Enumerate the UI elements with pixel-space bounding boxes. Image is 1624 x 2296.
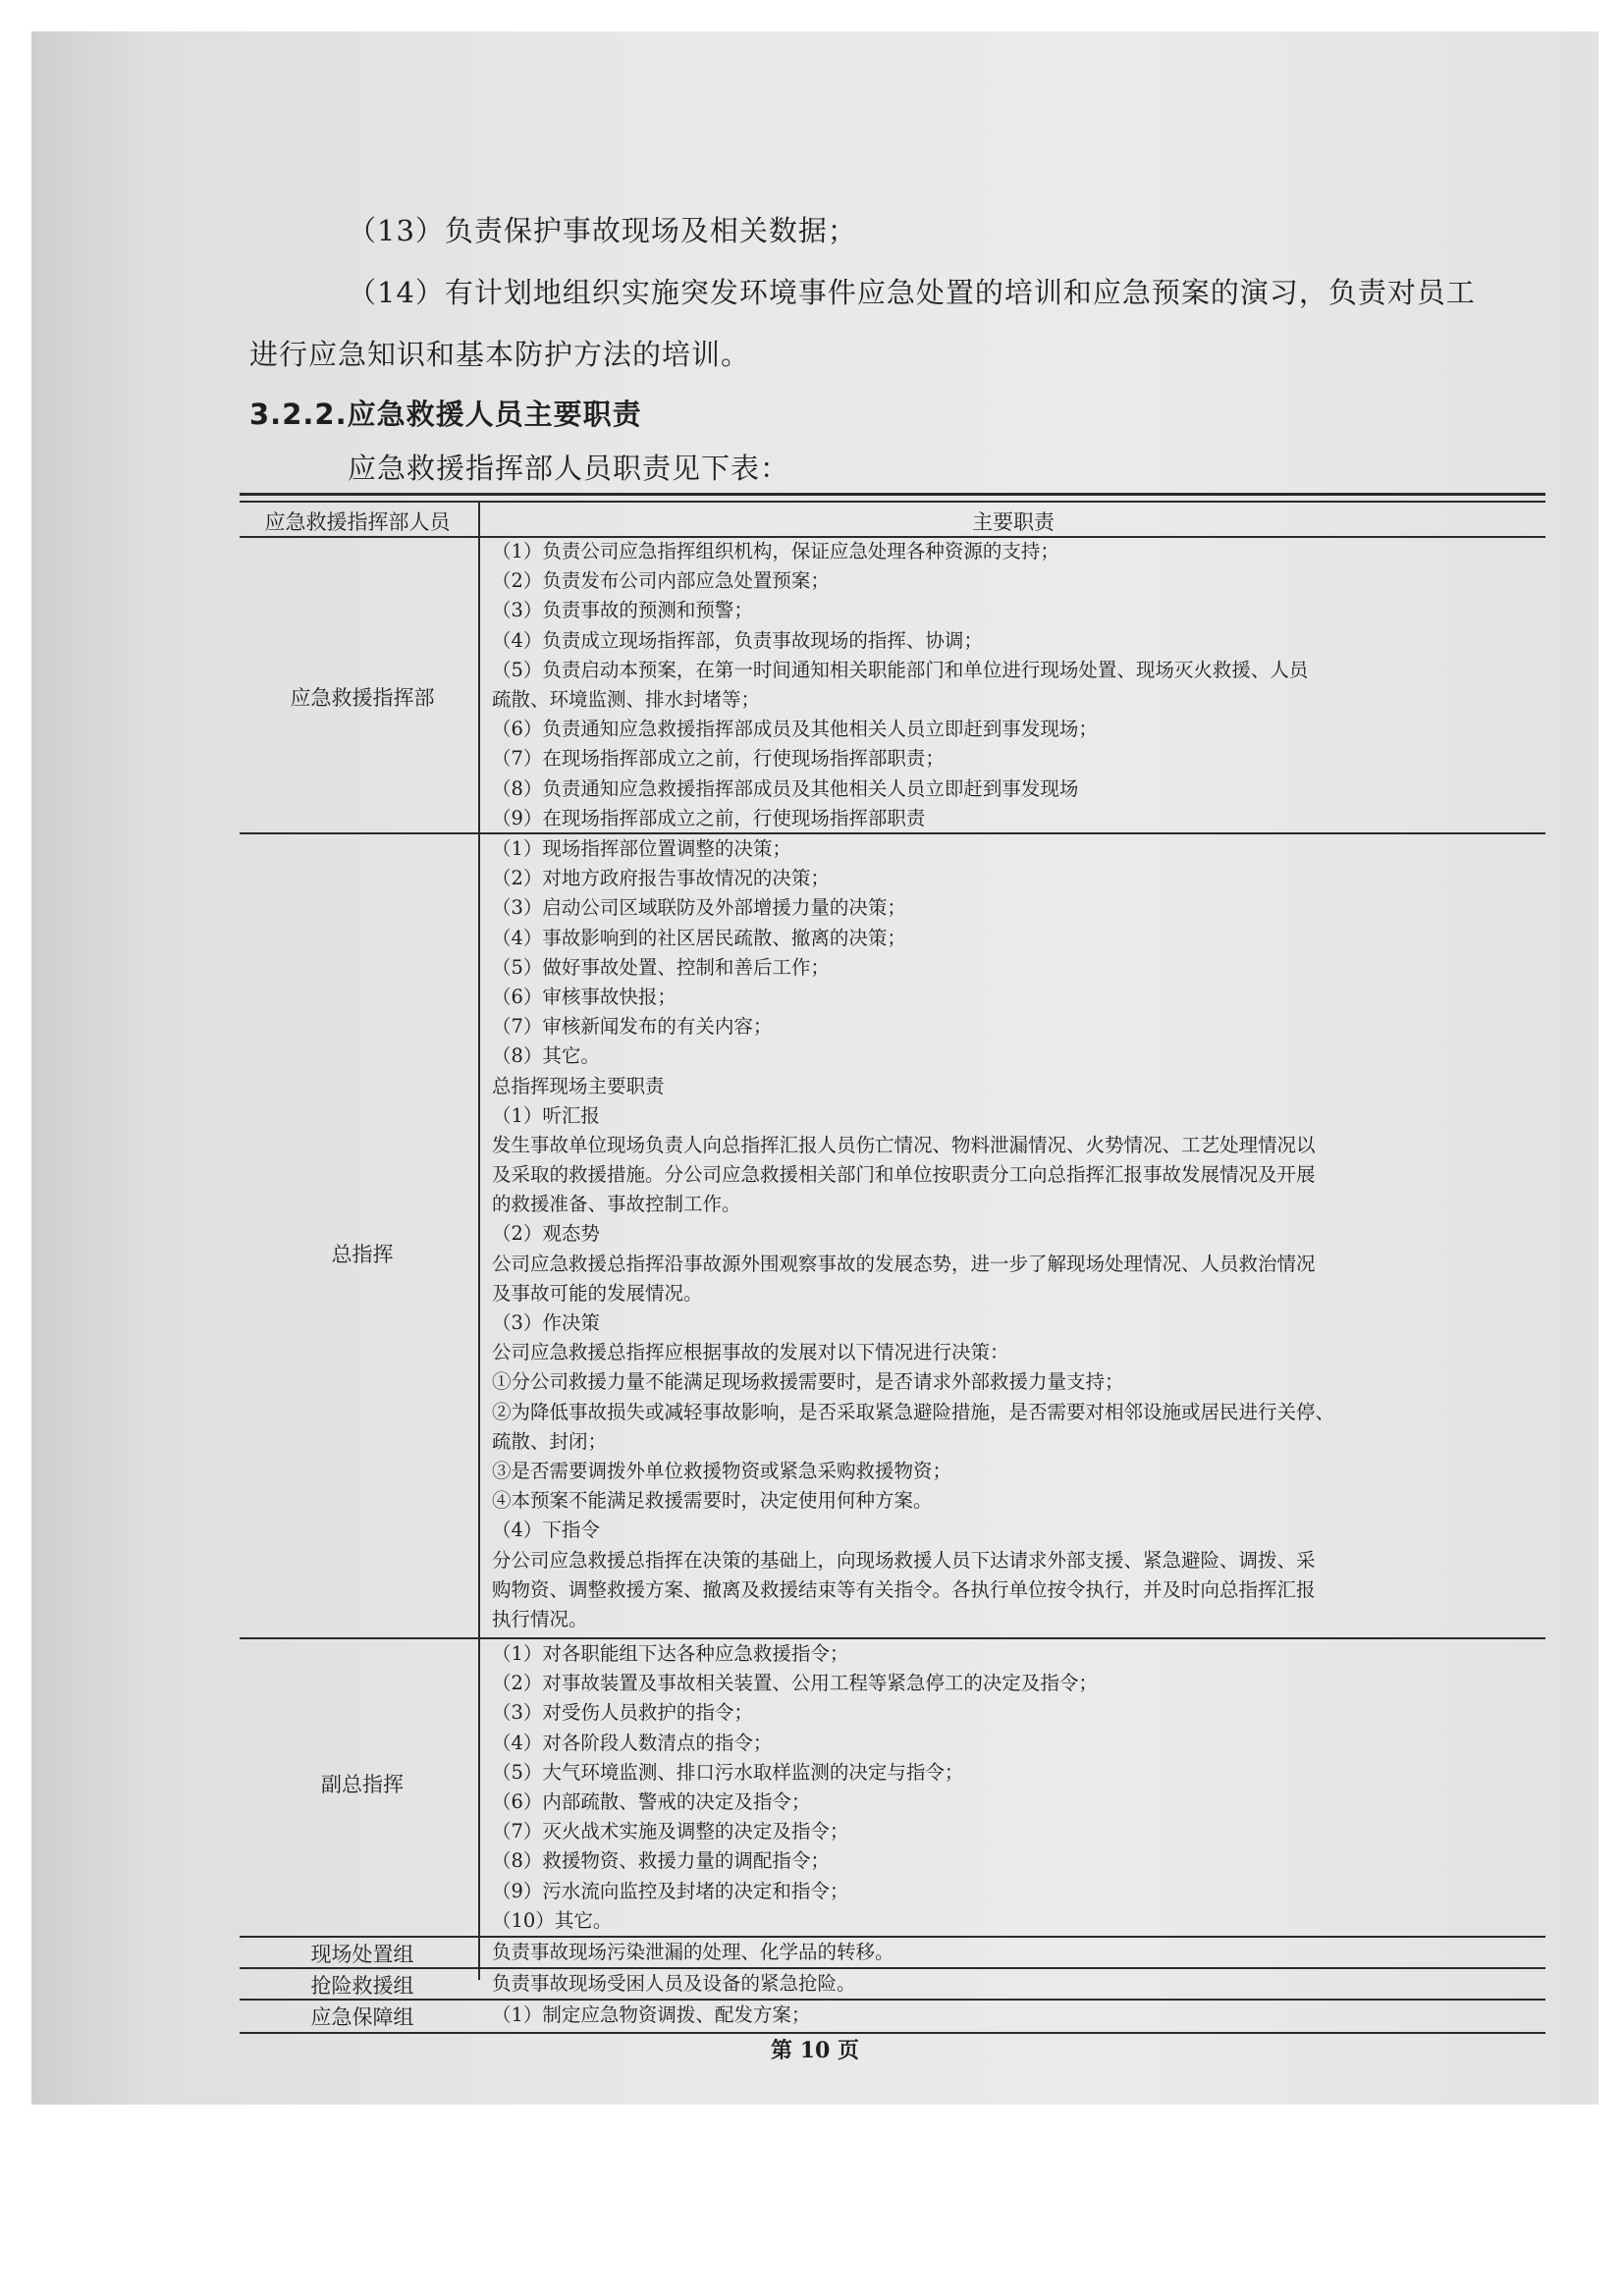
table-header-personnel: 应急救援指挥部人员 [264, 510, 451, 534]
duty-line: （6）负责通知应急救援指挥部成员及其他相关人员立即赶到事发现场； [492, 718, 1098, 741]
section-heading: 3.2.2.应急救援人员主要职责 [249, 398, 642, 431]
duty-line: （3）作决策 [492, 1311, 600, 1334]
duty-line: 负责事故现场污染泄漏的处理、化学品的转移。 [492, 1941, 894, 1963]
duty-line: （1）负责公司应急指挥组织机构，保证应急处理各种资源的支持； [492, 540, 1059, 562]
duty-line: 公司应急救援总指挥沿事故源外围观察事故的发展态势，进一步了解现场处理情况、人员救治情况 [492, 1252, 1316, 1275]
row-name-onsite-disposal-team: 现场处置组 [310, 1943, 414, 1966]
duty-line: （9）在现场指挥部成立之前，行使现场指挥部职责 [492, 806, 926, 829]
duty-line: （3）启动公司区域联防及外部增援力量的决策； [492, 896, 906, 920]
row-duties-support-team [492, 2001, 810, 2030]
duty-line: （9）污水流向监控及封堵的决定和指令； [492, 1879, 849, 1902]
scanned-page-background [31, 31, 1598, 2105]
duty-line: 执行情况。 [492, 1607, 588, 1630]
paragraph-item-13: （13）负责保护事故现场及相关数据； [348, 214, 857, 247]
duty-line: （5）负责启动本预案，在第一时间通知相关职能部门和单位进行现场处置、现场灭火救援、人员 [492, 658, 1309, 681]
duty-line: ①分公司救援力量不能满足现场救援需要时，是否请求外部救援力量支持； [492, 1370, 1124, 1394]
duty-line: （8）救援物资、救援力量的调配指令； [492, 1849, 830, 1873]
duty-line: （3）负责事故的预测和预警； [492, 599, 753, 622]
row-duties-command-center [492, 537, 1308, 833]
duty-line: （8）其它。 [492, 1044, 600, 1068]
row-name-commander: 总指挥 [331, 1243, 394, 1266]
row-duties-commander [492, 834, 1334, 1634]
row-duties-rescue-team [492, 1969, 856, 1999]
duty-line: 的救援准备、事故控制工作。 [492, 1193, 741, 1216]
paragraph-item-14-continued: 进行应急知识和基本防护方法的培训。 [249, 338, 751, 371]
duty-line: （2）对地方政府报告事故情况的决策； [492, 867, 830, 890]
duty-line: （1）现场指挥部位置调整的决策； [492, 837, 791, 860]
row-name-support-team: 应急保障组 [310, 2005, 414, 2029]
duty-line: 发生事故单位现场负责人向总指挥汇报人员伤亡情况、物料泄漏情况、火势情况、工艺处理情况以 [492, 1133, 1316, 1156]
duty-line: （4）事故影响到的社区居民疏散、撤离的决策； [492, 926, 906, 949]
duty-line: （4）负责成立现场指挥部，负责事故现场的指挥、协调； [492, 628, 983, 652]
duty-line: （10）其它。 [492, 1908, 613, 1932]
paragraph-item-14: （14）有计划地组织实施突发环境事件应急处置的培训和应急预案的演习，负责对员工 [348, 276, 1476, 309]
duty-line: （6）审核事故快报； [492, 985, 677, 1008]
row-name-deputy-commander: 副总指挥 [321, 1773, 404, 1796]
duty-line: （4）下指令 [492, 1519, 600, 1542]
table-header-duties: 主要职责 [972, 510, 1055, 534]
document-page [31, 31, 1598, 2105]
row-name-command-center: 应急救援指挥部 [290, 686, 435, 710]
row-duties-onsite-disposal-team [492, 1938, 894, 1967]
page-number: 第 10 页 [771, 2038, 859, 2063]
duty-line: （2）对事故装置及事故相关装置、公用工程等紧急停工的决定及指令； [492, 1672, 1098, 1695]
duty-line: ③是否需要调拨外单位救援物资或紧急采购救援物资； [492, 1459, 952, 1482]
duty-line: （1）对各职能组下达各种应急救援指令； [492, 1642, 849, 1665]
duty-line: （5）大气环境监测、排口污水取样监测的决定与指令； [492, 1760, 964, 1784]
duty-line: 总指挥现场主要职责 [492, 1074, 665, 1097]
duty-line: （3）对受伤人员救护的指令； [492, 1701, 753, 1725]
duty-line: （2）负责发布公司内部应急处置预案； [492, 569, 830, 593]
duty-line: 分公司应急救援总指挥在决策的基础上，向现场救援人员下达请求外部支援、紧急避险、调拨、采 [492, 1548, 1316, 1572]
table-intro: 应急救援指挥部人员职责见下表： [348, 452, 790, 485]
duty-line: （6）内部疏散、警戒的决定及指令； [492, 1789, 811, 1813]
duty-line: 疏散、封闭； [492, 1429, 608, 1453]
duty-line: 疏散、环境监测、排水封堵等； [492, 687, 761, 711]
duty-line: （1）听汇报 [492, 1103, 600, 1127]
duty-line: 负责事故现场受困人员及设备的紧急抢险。 [492, 1972, 856, 1995]
duty-line: （7）审核新闻发布的有关内容； [492, 1015, 773, 1039]
duty-line: 及事故可能的发展情况。 [492, 1281, 703, 1305]
duty-line: 及采取的救援措施。分公司应急救援相关部门和单位按职责分工向总指挥汇报事故发展情况及开展 [492, 1163, 1316, 1187]
row-name-rescue-team: 抢险救援组 [310, 1974, 414, 1998]
row-duties-deputy-commander [492, 1639, 1098, 1936]
duty-line: （1）制定应急物资调拨、配发方案； [492, 2003, 811, 2026]
duty-line: （2）观态势 [492, 1222, 600, 1246]
duty-line: ②为降低事故损失或减轻事故影响，是否采取紧急避险措施，是否需要对相邻设施或居民进行关停、 [492, 1400, 1335, 1423]
duty-line: （7）灭火战术实施及调整的决定及指令； [492, 1820, 849, 1843]
duty-line: （5）做好事故处置、控制和善后工作； [492, 955, 830, 979]
duty-line: ④本预案不能满足救援需要时，决定使用何种方案。 [492, 1489, 933, 1513]
duty-line: 购物资、调整救援方案、撤离及救援结束等有关指令。各执行单位按令执行，并及时向总指挥汇报 [492, 1577, 1316, 1601]
duty-line: （8）负责通知应急救援指挥部成员及其他相关人员立即赶到事发现场 [492, 776, 1079, 800]
duty-line: （4）对各阶段人数清点的指令； [492, 1731, 773, 1754]
duty-line: （7）在现场指挥部成立之前，行使现场指挥部职责； [492, 747, 945, 771]
duty-line: 公司应急救援总指挥应根据事故的发展对以下情况进行决策： [492, 1341, 1009, 1364]
